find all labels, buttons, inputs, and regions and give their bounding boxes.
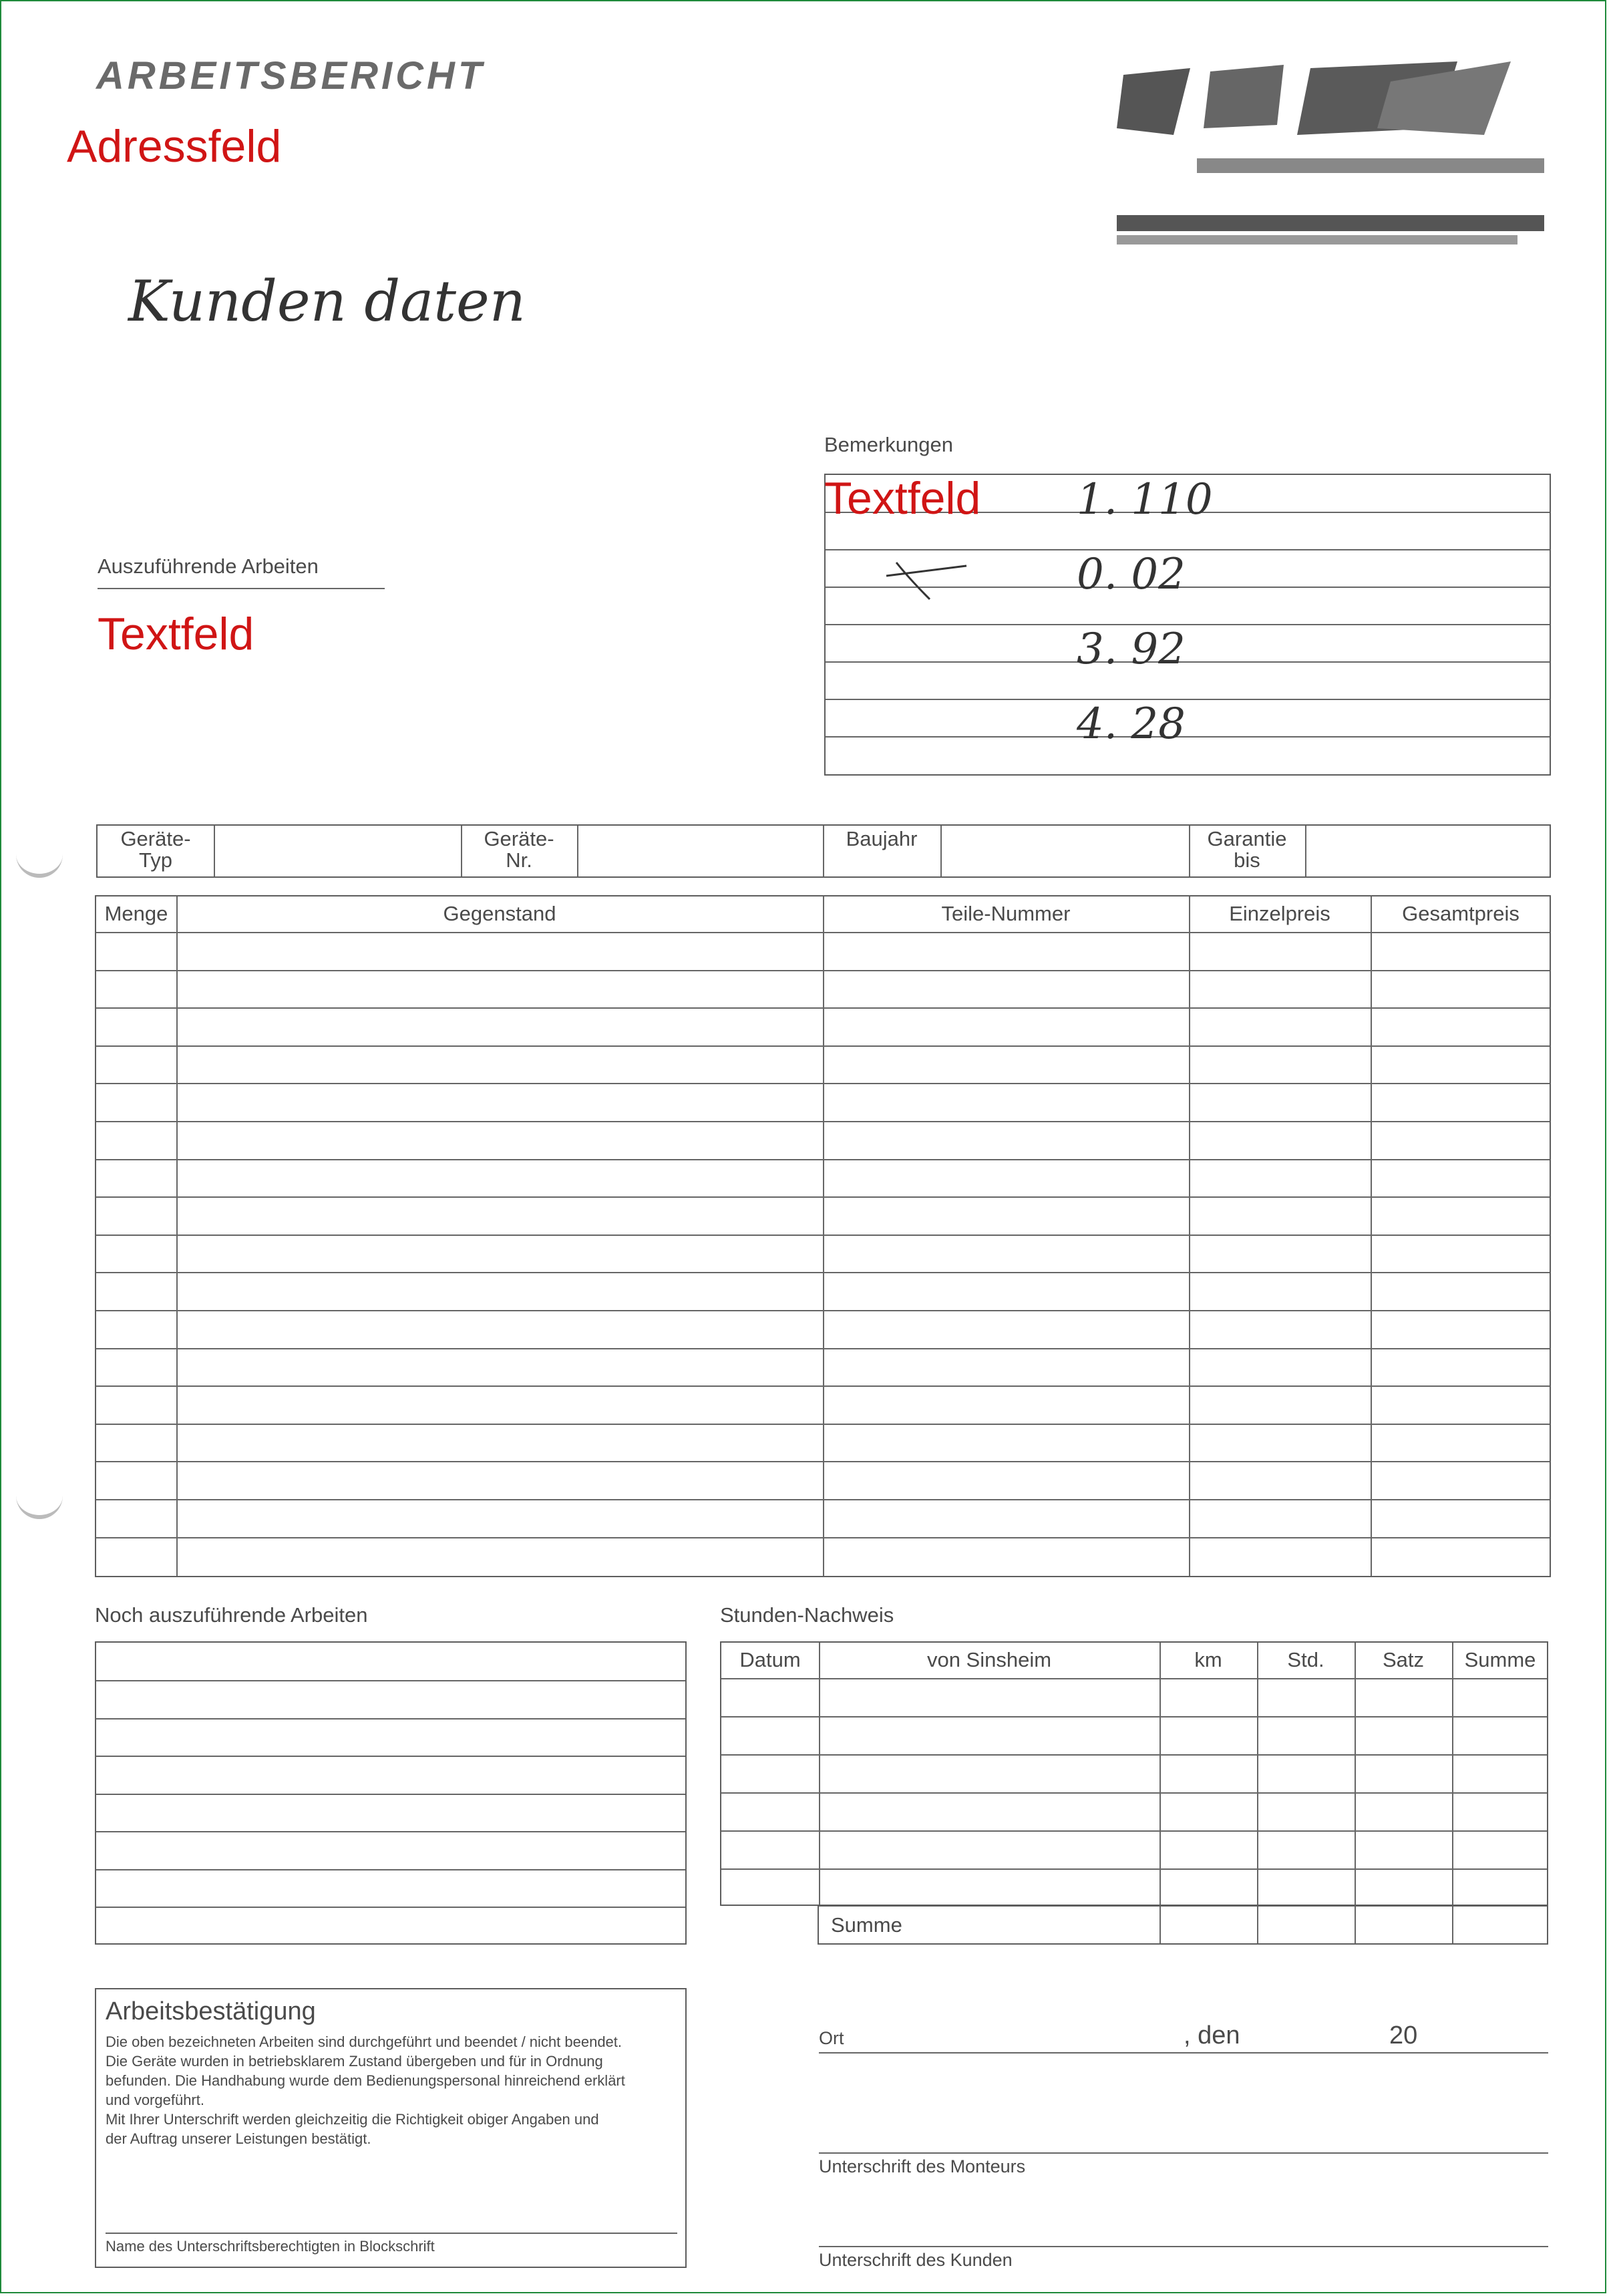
table-row[interactable] xyxy=(721,1754,1547,1756)
table-row[interactable] xyxy=(96,1537,1550,1538)
table-row[interactable] xyxy=(96,1424,1550,1425)
table-row[interactable] xyxy=(96,970,1550,971)
hours-sum-row xyxy=(818,1905,1548,1945)
column-header-rate: Satz xyxy=(1382,1648,1425,1671)
column-header-from: von Sinsheim xyxy=(926,1648,1052,1671)
confirmation-line: Mit Ihrer Unterschrift werden gleichzeitig die Richtigkeit obiger Angaben und xyxy=(106,2111,599,2128)
handwritten-line: 4. 28 xyxy=(1077,699,1186,749)
table-row[interactable] xyxy=(96,932,1550,933)
device-info-row xyxy=(96,824,1551,878)
place-label: Ort xyxy=(819,2028,844,2048)
table-row[interactable] xyxy=(96,1007,1550,1009)
parts-table xyxy=(95,895,1551,1577)
block-letter-name-label: Name des Unterschriftsberechtigten in Blockschrift xyxy=(106,2238,435,2255)
handwritten-line: 0. 02 xyxy=(1077,550,1186,599)
build-year-field[interactable] xyxy=(942,826,1188,876)
device-type-field[interactable] xyxy=(215,826,460,876)
column-header-part-number: Teile-Nummer xyxy=(941,902,1071,925)
column-header-date: Datum xyxy=(739,1648,801,1671)
handwritten-customer-data: Kunden daten xyxy=(128,269,526,334)
tasks-label: Auszuführende Arbeiten xyxy=(98,554,319,578)
punch-hole-mark xyxy=(16,1491,63,1519)
column-header-item: Gegenstand xyxy=(443,902,556,925)
table-row[interactable] xyxy=(96,1831,685,1832)
report-title: ARBEITSBERICHT xyxy=(96,54,486,98)
table-row[interactable] xyxy=(96,1235,1550,1236)
table-row[interactable] xyxy=(96,1310,1550,1311)
handwritten-remarks xyxy=(1077,462,1213,762)
table-row[interactable] xyxy=(96,1385,1550,1387)
table-row[interactable] xyxy=(96,1272,1550,1273)
handwritten-line: 3. 92 xyxy=(1077,625,1186,674)
work-confirmation-box xyxy=(95,1988,687,2268)
confirmation-line: Die oben bezeichneten Arbeiten sind durchgeführt und beendet / nicht beendet. xyxy=(106,2033,622,2050)
table-row[interactable] xyxy=(96,1756,685,1757)
table-row[interactable] xyxy=(96,1499,1550,1500)
hours-table xyxy=(720,1641,1548,1906)
block-letter-name-line[interactable] xyxy=(106,2233,677,2234)
company-logo-redacted xyxy=(1110,55,1551,269)
hours-label: Stunden-Nachweis xyxy=(720,1603,894,1627)
confirmation-line: und vorgeführt. xyxy=(106,2092,204,2108)
mechanic-signature-label: Unterschrift des Monteurs xyxy=(819,2156,1026,2176)
handwritten-line: 1. 110 xyxy=(1077,475,1213,524)
cross-mark-icon xyxy=(883,559,970,606)
remarks-label: Bemerkungen xyxy=(824,433,954,456)
table-row[interactable] xyxy=(96,1045,1550,1047)
build-year-label: Baujahr xyxy=(846,827,918,850)
table-row[interactable] xyxy=(96,1869,685,1870)
table-row[interactable] xyxy=(721,1868,1547,1870)
confirmation-line: der Auftrag unserer Leistungen bestätigt. xyxy=(106,2130,371,2147)
address-field[interactable]: Adressfeld xyxy=(67,121,282,172)
column-header-quantity: Menge xyxy=(104,902,168,925)
table-row[interactable] xyxy=(721,1830,1547,1832)
column-header-total-price: Gesamtpreis xyxy=(1402,902,1519,925)
confirmation-title: Arbeitsbestätigung xyxy=(106,1997,316,2025)
table-row[interactable] xyxy=(721,1678,1547,1679)
customer-signature-line[interactable] xyxy=(819,2246,1548,2247)
pending-tasks-box[interactable] xyxy=(95,1641,687,1945)
table-row[interactable] xyxy=(96,1121,1550,1122)
punch-hole-mark xyxy=(16,850,63,878)
year-label: 20 xyxy=(1389,2021,1418,2049)
confirmation-line: befunden. Die Handhabung wurde dem Bedienungspersonal hinreichend erklärt xyxy=(106,2072,625,2089)
place-date-line[interactable] xyxy=(819,2052,1548,2054)
column-header-unit-price: Einzelpreis xyxy=(1229,902,1330,925)
customer-signature-label: Unterschrift des Kunden xyxy=(819,2250,1013,2270)
table-row[interactable] xyxy=(96,1907,685,1908)
table-row[interactable] xyxy=(96,1461,1550,1462)
device-type-label: Geräte- Typ xyxy=(120,827,191,872)
table-row[interactable] xyxy=(96,1348,1550,1349)
warranty-field[interactable] xyxy=(1306,826,1551,876)
device-nr-label: Geräte- Nr. xyxy=(484,827,554,872)
warranty-label: Garantie bis xyxy=(1207,827,1287,872)
column-header-km: km xyxy=(1194,1648,1222,1671)
date-label: , den xyxy=(1184,2021,1240,2049)
table-row[interactable] xyxy=(96,1083,1550,1084)
table-row[interactable] xyxy=(721,1716,1547,1717)
table-row[interactable] xyxy=(96,1794,685,1795)
column-header-sum: Summe xyxy=(1464,1648,1536,1671)
hours-sum-label: Summe xyxy=(831,1913,902,1937)
table-row[interactable] xyxy=(721,1792,1547,1794)
remarks-textfield[interactable]: Textfeld xyxy=(824,473,981,524)
table-row[interactable] xyxy=(96,1680,685,1681)
column-header-hours: Std. xyxy=(1287,1648,1324,1671)
confirmation-line: Die Geräte wurden in betriebsklarem Zustand übergeben und für in Ordnung xyxy=(106,2053,603,2070)
device-nr-field[interactable] xyxy=(578,826,822,876)
table-row[interactable] xyxy=(96,1196,1550,1198)
confirmation-text xyxy=(106,2032,680,2148)
tasks-textfield[interactable]: Textfeld xyxy=(98,609,254,659)
mechanic-signature-line[interactable] xyxy=(819,2152,1548,2154)
table-row[interactable] xyxy=(96,1718,685,1719)
pending-tasks-label: Noch auszuführende Arbeiten xyxy=(95,1603,368,1627)
table-row[interactable] xyxy=(96,1159,1550,1160)
